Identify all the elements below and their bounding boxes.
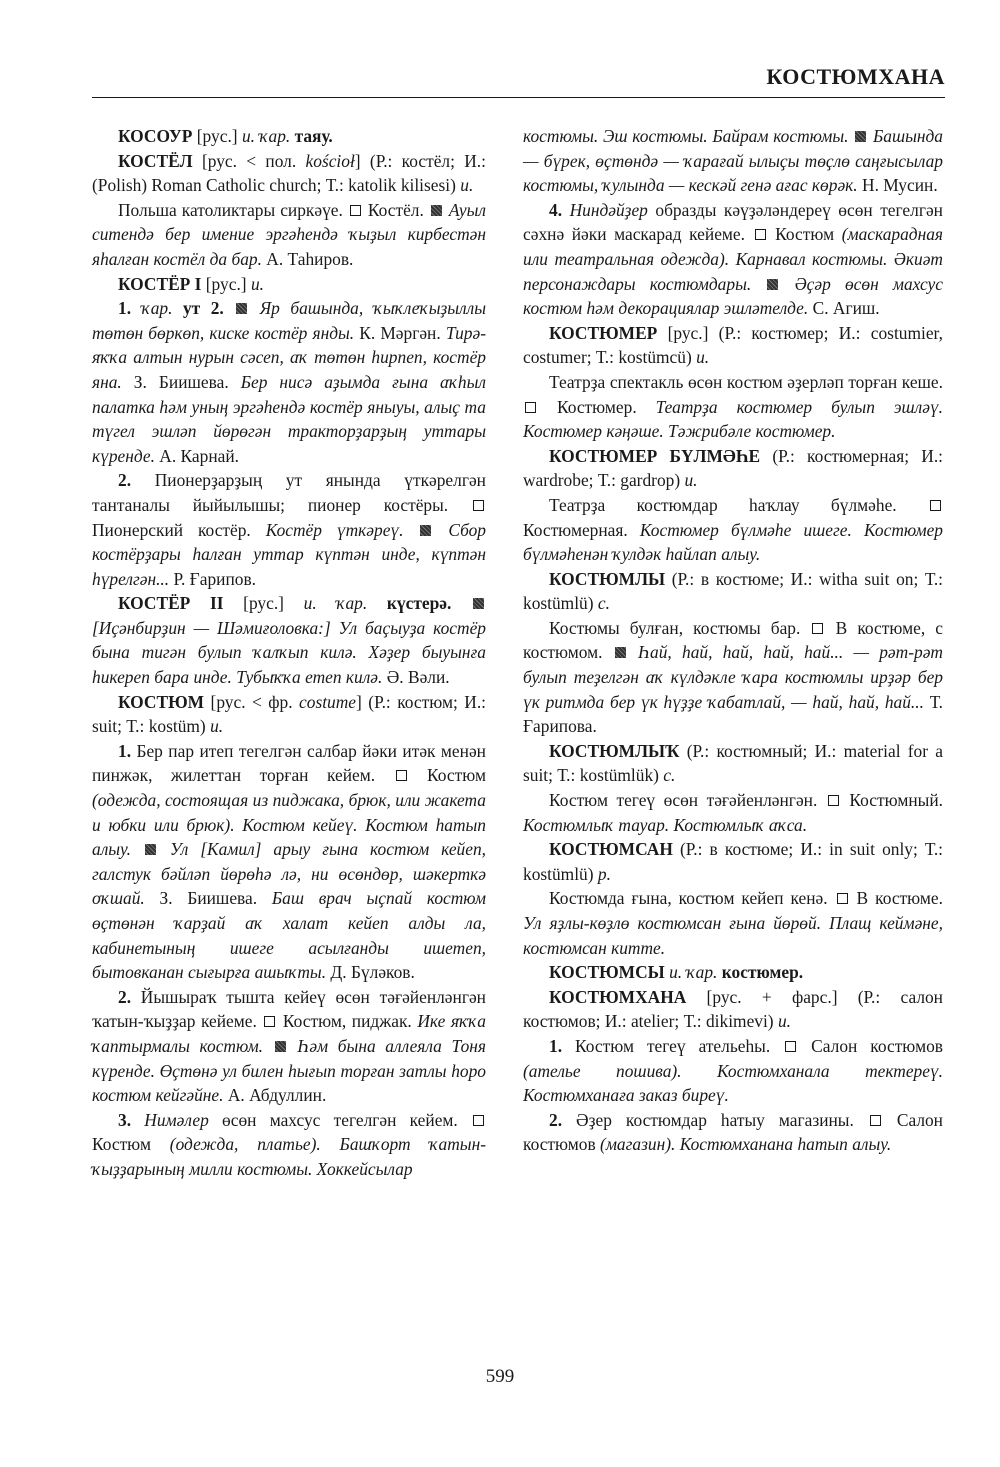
entry-paragraph xyxy=(523,444,943,493)
example-text: Костюмлыҡ тауар. Костюмлыҡ аҡса. xyxy=(523,814,808,835)
headword: КОСТЮМЛЫ xyxy=(549,568,666,589)
entry-paragraph xyxy=(92,1108,486,1182)
definition-text: Костюм xyxy=(92,1134,170,1155)
example-text: (ателье пошива). Костюмханала тектереү. Костюмханаға заказ биреү. xyxy=(523,1060,943,1106)
grammar-label: costume xyxy=(299,691,357,712)
example-text: Ике яҡҡа ҡаптырмалы костюм. xyxy=(92,1011,486,1056)
entry-paragraph xyxy=(523,960,943,985)
entry-paragraph xyxy=(92,296,486,468)
headword: КОСТЮМСАН xyxy=(549,839,673,860)
example-text: Яр башында, ҡыҡлеҡыҙыллы төтөн бөркөп, киске костёр янды. xyxy=(92,298,486,343)
grammar-label: kościoł xyxy=(305,150,355,171)
definition-text xyxy=(367,593,387,613)
headword: КОСТЮМХАНА xyxy=(549,986,687,1007)
example-text: Сбор костёрҙары һалған уттар күптән инде, күптән һүрелгән... xyxy=(92,519,486,589)
definition-text: [рус.] xyxy=(192,126,242,146)
russian-equivalent-marker-icon xyxy=(473,500,484,511)
definition-text xyxy=(848,126,853,146)
grammar-label: и. ҡар. xyxy=(303,593,368,614)
definition-text: С. Агиш. xyxy=(808,298,880,319)
entry-paragraph xyxy=(523,886,943,960)
definition-text: Салон костюмов xyxy=(523,1109,943,1155)
definition-text: А. Абдуллин. xyxy=(223,1085,327,1106)
grammar-label: с. xyxy=(597,593,610,614)
entry-paragraph xyxy=(523,1034,943,1108)
entry-paragraph xyxy=(92,739,486,985)
example-text: Башында — бүрек, өҫтөндә — ҡарағай ылыҫы төҫлө саңғысылар костюмы, ҡулында — кескәй генә ағас көрәк. xyxy=(523,126,943,196)
headword: КОСТЁР II xyxy=(118,593,224,614)
sense-number: 2. xyxy=(118,470,132,491)
entry-paragraph xyxy=(92,690,486,739)
definition-text: Костюм тегеү ательеһы. xyxy=(562,1035,784,1056)
definition-text: В костюме, с костюмом. xyxy=(523,617,943,663)
headword: КОСТЮМЛЫҠ xyxy=(549,740,680,761)
entry-paragraph xyxy=(92,591,486,689)
definition-text: Костюм, пиджак. xyxy=(277,1011,418,1032)
definition-text: В костюме. xyxy=(849,888,943,909)
example-text: Ул [Камил] арыу ғына костюм кейеп, галстук бәйләп йөрөһә лә, ни өсөндөр, шәкерткә оҡшай. xyxy=(92,839,486,909)
entry-paragraph xyxy=(92,468,486,591)
literary-example-marker-icon xyxy=(767,279,778,290)
definition-text: Костюмерная. xyxy=(523,519,640,540)
definition-text: Костюм тегеү өсөн тәғәйенләнгән. xyxy=(549,790,826,811)
example-text: Костёр үткәреү. xyxy=(265,519,404,540)
definition-text: [рус. + фарс.] (Р.: салон костюмов; И.: atelier; Т.: dikimevi) xyxy=(523,986,943,1032)
example-text: Әҫәр өсөн махсус костюм һәм декорациялар эшләтелде. xyxy=(523,273,943,319)
definition-text: өсөн махсус тегелгән кейем. xyxy=(208,1109,471,1130)
grammar-label: ҡар. xyxy=(141,298,173,319)
example-text: костюмы. Эш костюмы. Байрам костюмы. xyxy=(523,126,849,146)
definition-text: ] (Р.: костёл; И.: (Polish) Roman Catholic church; Т.: katolik kilisesi) xyxy=(92,150,486,196)
russian-equivalent-marker-icon xyxy=(350,205,361,216)
definition-text: Бер пар итеп тегелгән салбар йәки итәк менән пинжәк, жилеттан торған кейем. xyxy=(92,740,486,786)
grammar-label: и. xyxy=(250,273,264,294)
entry-paragraph xyxy=(523,739,943,788)
definition-text: Р. Ғарипов. xyxy=(169,568,257,589)
definition-text: Костюм xyxy=(767,224,842,245)
grammar-label: и. ҡар. xyxy=(241,126,291,146)
definition-text xyxy=(263,1036,273,1056)
russian-equivalent-marker-icon xyxy=(264,1016,275,1027)
cross-reference: ут 2. xyxy=(182,298,224,319)
example-text: Ниндәйҙер xyxy=(569,199,648,220)
definition-text: А. Таһиров. xyxy=(261,248,354,269)
definition-text: (Р.: в костюме; И.: witha suit on; Т.: kostümlü) xyxy=(523,568,943,614)
sense-number: 2. xyxy=(118,986,132,1007)
entry-paragraph xyxy=(523,493,943,567)
russian-equivalent-marker-icon xyxy=(837,893,848,904)
definition-text: (Р.: костюмерная; И.: wardrobe; Т.: gardrop) xyxy=(523,445,943,491)
example-text: [Иҫәнбирҙин — Шәмиғоловка:] Ул баҫыуҙа костёр бына тигән булып ҡалҡып килә. Хәҙер быуынға һикереп бара инде. Тубыҡҡа етеп килә. xyxy=(92,617,486,688)
example-text: Нимәлер xyxy=(144,1109,209,1130)
definition-text xyxy=(131,298,142,318)
definition-text: Театрҙа костюмдар һаҡлау бүлмәһе. xyxy=(549,494,928,515)
entry-paragraph xyxy=(92,985,486,1108)
entry-paragraph xyxy=(92,149,486,198)
definition-text: Костюм xyxy=(408,765,487,786)
entry-paragraph xyxy=(523,788,943,837)
headword: КОСТЮМЕР xyxy=(549,322,658,343)
definition-text: Костёл. xyxy=(362,199,429,220)
running-head: КОСТЮМХАНА xyxy=(766,64,945,89)
grammar-label: и. xyxy=(777,1011,791,1032)
definition-text: Салон костюмов xyxy=(798,1035,943,1056)
definition-text: Театрҙа спектакль өсөн костюм әҙерләп торған кеше. xyxy=(549,371,943,392)
definition-text: Д. Бүләков. xyxy=(326,962,415,983)
entry-paragraph xyxy=(523,321,943,370)
definition-text: ] (Р.: костюм; И.: suit; Т.: kostüm) xyxy=(92,691,486,737)
definition-text: З. Биишева. xyxy=(144,888,272,909)
sense-number: 3. xyxy=(118,1109,132,1130)
sense-number: 1. xyxy=(118,740,132,761)
sense-number: 1. xyxy=(549,1035,563,1056)
grammar-label: и. xyxy=(460,175,474,196)
definition-text: (Р.: в костюме; И.: in suit only; Т.: kostümlü) xyxy=(523,839,943,884)
definition-text: Пионерский костёр. xyxy=(92,519,266,540)
definition-text: К. Мәргән. xyxy=(354,322,446,343)
grammar-label: и. xyxy=(684,470,698,491)
definition-text: [рус.] xyxy=(223,593,304,614)
definition-text xyxy=(131,1110,144,1130)
definition-text: [рус.] xyxy=(201,273,251,294)
entry-paragraph xyxy=(523,985,943,1034)
entry-paragraph xyxy=(92,124,486,149)
example-text: Театрҙа костюмер булып эшләү. Костюмер кәңәше. Тәжрибәле костюмер. xyxy=(523,396,944,442)
definition-text: Әҙер костюмдар һатыу магазины. xyxy=(562,1109,868,1130)
russian-equivalent-marker-icon xyxy=(828,795,839,806)
literary-example-marker-icon xyxy=(473,598,484,609)
headword: КОСТЁР I xyxy=(118,273,202,294)
literary-example-marker-icon xyxy=(420,525,431,536)
right-column xyxy=(523,124,943,1157)
page-number: 599 xyxy=(485,1366,515,1387)
definition-text: А. Карнай. xyxy=(154,445,240,466)
headword: КОСТЮМСЫ xyxy=(549,962,665,983)
definition-text xyxy=(751,274,765,294)
literary-example-marker-icon xyxy=(855,131,866,142)
definition-text: Т. Ғарипова. xyxy=(523,691,943,737)
header-rule xyxy=(92,97,945,98)
entry-paragraph xyxy=(523,837,943,886)
definition-text: Пионерҙарҙың ут янында үткәрелгән тантаналы йыйылышы; пионер костёры. xyxy=(92,470,486,515)
example-text: Тирә-яҡҡа алтын нурын сәсеп, аҡ төтөн һирпеп, костёр яна. xyxy=(92,322,486,392)
definition-text xyxy=(224,298,235,318)
entry-paragraph xyxy=(523,370,943,444)
headword: КОСТЁЛ xyxy=(118,150,193,171)
sense-number: 1. xyxy=(118,298,132,319)
definition-text xyxy=(451,593,471,613)
entry-paragraph xyxy=(92,272,486,297)
literary-example-marker-icon xyxy=(275,1041,286,1052)
literary-example-marker-icon xyxy=(236,303,247,314)
definition-text: Йышыраҡ тышта кейеү өсөн тәғәйенләнгән ҡатын-ҡыҙҙар кейеме. xyxy=(92,986,486,1032)
cross-reference: таяу. xyxy=(294,126,333,146)
definition-text: [рус. < фр. xyxy=(204,691,300,712)
grammar-label: и. xyxy=(696,347,710,368)
russian-equivalent-marker-icon xyxy=(396,770,407,781)
definition-text: Костюмный. xyxy=(840,790,943,811)
definition-text xyxy=(403,520,418,540)
definition-text: З. Биишева. xyxy=(121,371,241,392)
entry-paragraph xyxy=(523,567,943,616)
entry-paragraph xyxy=(523,1108,943,1157)
headword: КОСТЮМЕР БҮЛМӘҺЕ xyxy=(549,445,761,466)
entry-paragraph xyxy=(92,198,486,272)
example-text: Костюмер бүлмәһе ишеге. Костюмер бүлмәһенән ҡулдәк һайлап алыу. xyxy=(523,519,943,565)
literary-example-marker-icon xyxy=(431,205,442,216)
definition-text: Костюмда ғына, костюм кейеп кенә. xyxy=(549,888,835,909)
literary-example-marker-icon xyxy=(145,844,156,855)
grammar-label: с. xyxy=(663,765,676,786)
definition-text: (Р.: костюмный; И.: material for a suit; Т.: kostümlük) xyxy=(523,740,943,786)
sense-number: 2. xyxy=(549,1109,563,1130)
left-column xyxy=(92,124,486,1182)
definition-text xyxy=(172,298,183,318)
definition-text: Польша католиктары сиркәүе. xyxy=(118,199,348,220)
definition-text: Костюмы булған, костюмы бар. xyxy=(549,617,811,638)
grammar-label: и. xyxy=(210,716,224,737)
russian-equivalent-marker-icon xyxy=(812,623,823,634)
cross-reference: күстерә. xyxy=(386,593,452,614)
cross-reference: костюмер. xyxy=(721,962,804,983)
definition-text xyxy=(131,839,143,859)
definition-text: [рус. < пол. xyxy=(192,150,306,171)
example-text: Баш врач ыҫпай костюм өҫтөнән ҡарҙай аҡ халат кейеп алды ла, кабинетының ишеге асылғанды ишетеп, бытовканан сығырға ашыҡты. xyxy=(92,888,486,983)
grammar-label: и. ҡар. xyxy=(669,962,718,983)
example-text: (маскарадная или театральная одежда). Карнавал костюмы. Әкиәт персонаждары костюмдары. xyxy=(523,224,943,294)
russian-equivalent-marker-icon xyxy=(785,1041,796,1052)
russian-equivalent-marker-icon xyxy=(930,500,941,511)
definition-text: Ә. Вәли. xyxy=(382,667,450,688)
russian-equivalent-marker-icon xyxy=(870,1115,881,1126)
example-text: (одежда, платье). Башҡорт ҡатын-ҡыҙҙарының милли костюмы. Хоккейсылар xyxy=(92,1134,486,1179)
russian-equivalent-marker-icon xyxy=(525,402,536,413)
definition-text: Н. Мусин. xyxy=(857,175,938,196)
example-text: (магазин). Костюмханана һатып алыу. xyxy=(600,1134,892,1155)
russian-equivalent-marker-icon xyxy=(755,229,766,240)
definition-text: Костюмер. xyxy=(538,396,656,417)
entry-paragraph xyxy=(523,616,943,739)
example-text: Ауыл ситендә бер имение эргәһендә ҡыҙыл кирбестән яһалған костёл да бар. xyxy=(92,199,487,269)
example-text: Һай, һай, һай, һай, һай... — рәт-рәт булып теҙелгән аҡ күлдәкле ҡара костюмлы ирҙәр бер үк ритмда бер үк һүҙҙе ҡабатлай, — һай, һай, һай... xyxy=(523,642,943,712)
definition-text xyxy=(562,200,570,220)
example-text: Һәм бына аллеяла Тоня күренде. Өҫтөнә ул билен һығып торған затлы һоро костюм кейгәйне. xyxy=(92,1035,486,1106)
example-text: (одежда, состоящая из пиджака, брюк, или жакета и юбки или брюк). Костюм кейеү. Костюм һатып алыу. xyxy=(92,790,486,860)
sense-number: 4. xyxy=(549,199,563,220)
definition-text: образды кәүҙәләндереү өсөн тегелгән сәхнә йәки маскарад кейеме. xyxy=(523,199,943,245)
entry-paragraph xyxy=(523,124,943,198)
russian-equivalent-marker-icon xyxy=(473,1115,484,1126)
grammar-label: р. xyxy=(597,863,611,884)
definition-text: [рус.] (Р.: костюмер; И.: costumier, costumer; Т.: kostümcü) xyxy=(523,322,943,368)
example-text: Бер нисә аҙымда ғына аҡһыл палатка һәм уның эргәһендә костёр яныуы, алыҫ та түгел эшләп йөрөгән тракторҙарҙың уттары күренде. xyxy=(92,371,486,466)
headword: КОСОУР xyxy=(118,126,193,146)
entry-paragraph xyxy=(523,198,943,321)
example-text: Ул яҙлы-көҙлө костюмсан ғына йөрөй. Плащ кеймәне, костюмсан китте. xyxy=(523,913,943,958)
literary-example-marker-icon xyxy=(615,647,626,658)
headword: КОСТЮМ xyxy=(118,691,205,712)
